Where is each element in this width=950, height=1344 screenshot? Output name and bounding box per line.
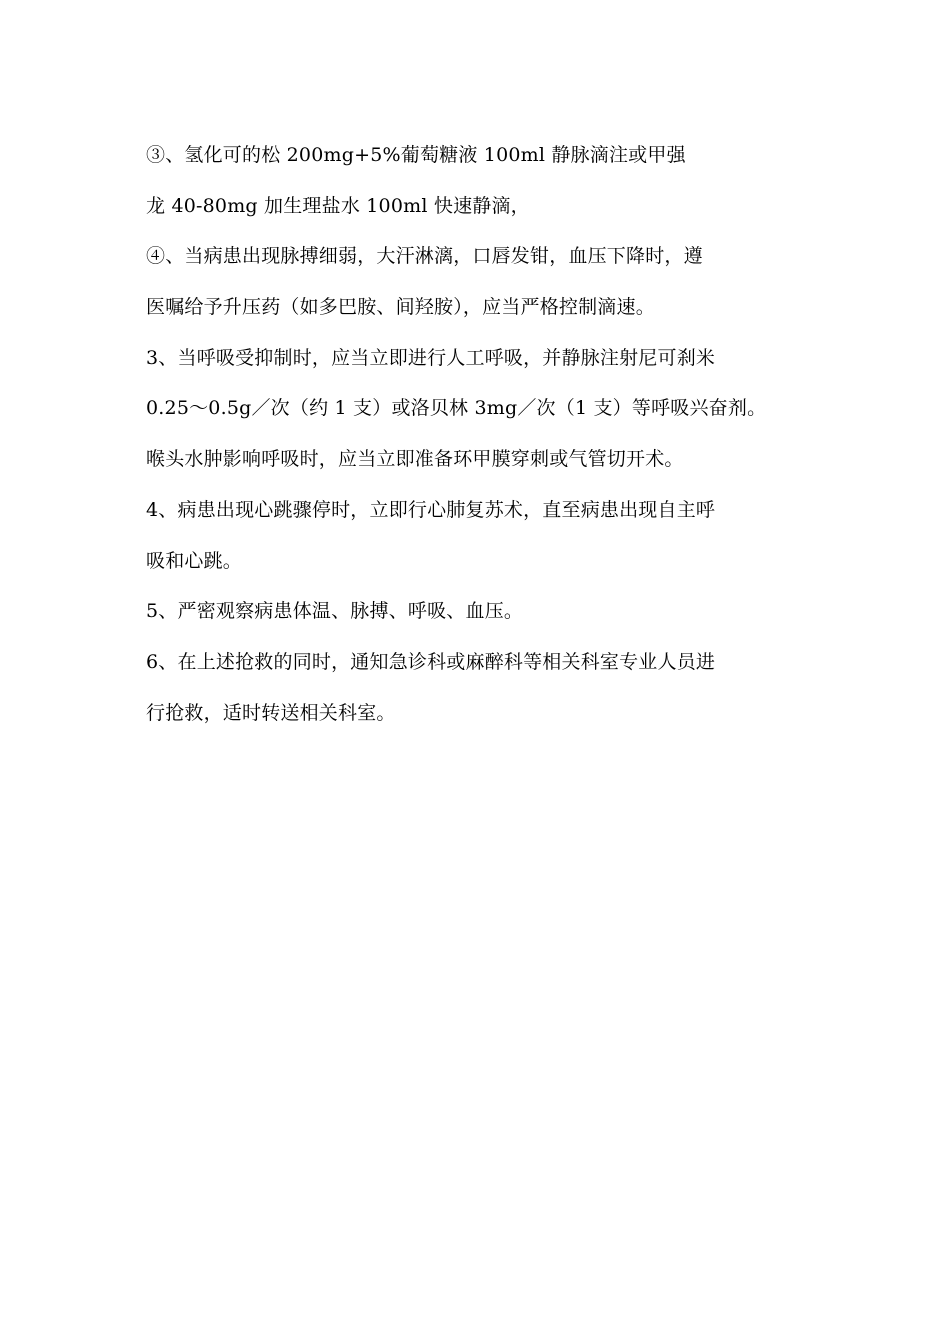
text-line: 5、严密观察病患体温、脉搏、呼吸、血压。 — [146, 600, 524, 623]
text-line: 吸和心跳。 — [146, 549, 243, 572]
text-line: 喉头水肿影响呼吸时，应当立即准备环甲膜穿刺或气管切开术。 — [146, 448, 684, 471]
text-line: ③、氢化可的松 200mg+5%葡萄糖液 100ml 静脉滴注或甲强 — [146, 144, 686, 166]
text-line: 6、在上述抢救的同时，通知急诊科或麻醉科等相关科室专业人员进 — [146, 650, 716, 673]
text-line: 0.25～0.5g／次（约 1 支）或洛贝林 3mg／次（1 支）等呼吸兴奋剂。 — [146, 397, 767, 420]
text-line: 龙 40-80mg 加生理盐水 100ml 快速静滴， — [146, 194, 530, 217]
text-line: 行抢救，适时转送相关科室。 — [146, 701, 396, 724]
text-line: 医嘱给予升压药（如多巴胺、间羟胺），应当严格控制滴速。 — [146, 296, 655, 319]
document-body — [146, 130, 826, 738]
text-line: 4、病患出现心跳骤停时，立即行心肺复苏术，直至病患出现自主呼 — [146, 498, 716, 521]
text-line: 3、当呼吸受抑制时，应当立即进行人工呼吸，并静脉注射尼可刹米 — [146, 346, 716, 369]
text-line: ④、当病患出现脉搏细弱，大汗淋漓，口唇发钳，血压下降时，遵 — [146, 245, 703, 268]
